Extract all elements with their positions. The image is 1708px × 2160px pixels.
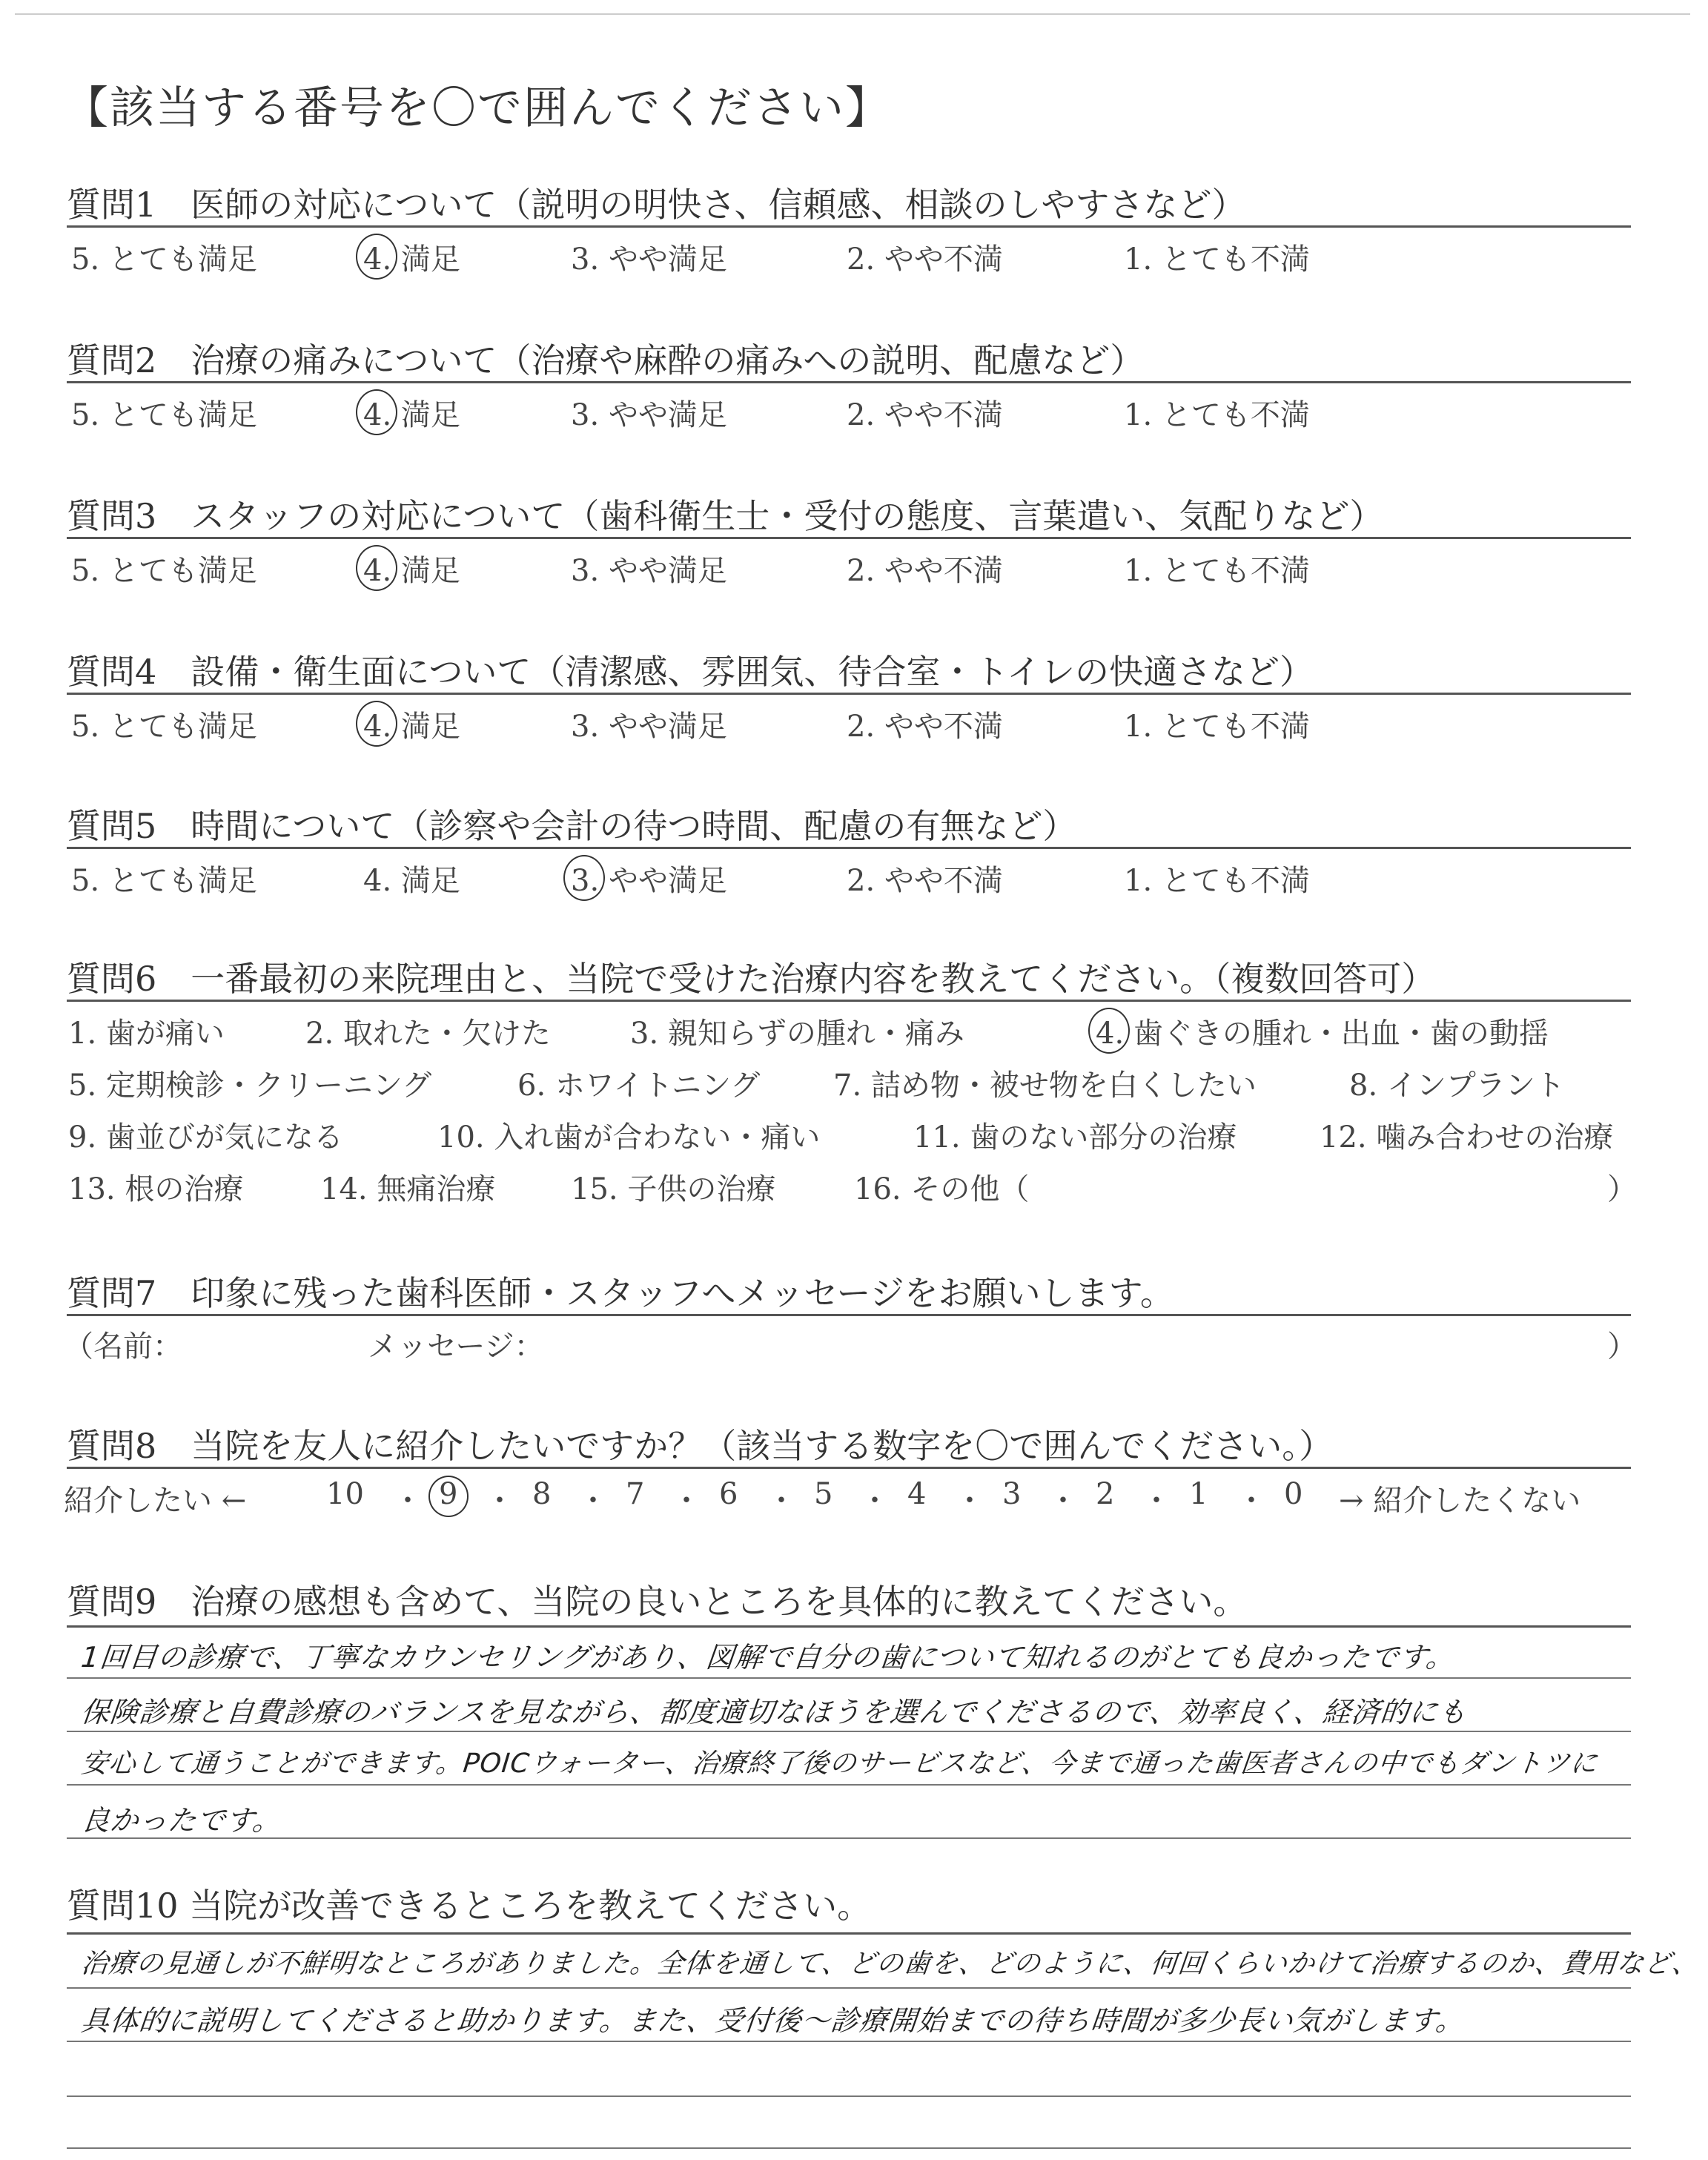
- question-3-title: 質問3 スタッフの対応について（歯科衛生士・受付の態度、言葉遣い、気配りなど）: [67, 496, 1384, 536]
- scale-4[interactable]: 4: [907, 1477, 927, 1511]
- answer-rule: [67, 2147, 1631, 2149]
- question-8-rule: [67, 1467, 1631, 1469]
- scale-dot: ・: [578, 1484, 608, 1518]
- question-7-rule: [67, 1314, 1631, 1316]
- option-1[interactable]: 1. とても不満: [1124, 242, 1310, 277]
- option-4[interactable]: 4. 満足: [363, 710, 460, 744]
- question-4-title: 質問4 設備・衛生面について（清潔感、雰囲気、待合室・トイレの快適さなど）: [67, 652, 1314, 692]
- scale-dot: ・: [1048, 1484, 1078, 1518]
- reason-item-9[interactable]: 9. 歯並びが気になる: [68, 1120, 343, 1155]
- option-3[interactable]: 3. やや満足: [571, 710, 727, 744]
- handwritten-answer-line: 安心して通うことができます。POICウォーター、治療終了後のサービスなど、今まで通った歯医者さんの中でもダントツに: [79, 1748, 1600, 1779]
- option-3[interactable]: 3. やや満足: [571, 864, 727, 898]
- scale-1[interactable]: 1: [1189, 1477, 1208, 1511]
- selected-circle-mark: [563, 855, 605, 901]
- question-2-title: 質問2 治療の痛みについて（治療や麻酔の痛みへの説明、配慮など）: [67, 340, 1145, 380]
- scale-7[interactable]: 7: [626, 1477, 645, 1511]
- question-10-title: 質問10 当院が改善できるところを教えてください。: [67, 1886, 872, 1926]
- option-2[interactable]: 2. やや不満: [847, 554, 1003, 588]
- option-2[interactable]: 2. やや不満: [847, 710, 1003, 744]
- selected-circle-mark: [1088, 1008, 1130, 1054]
- name-label: （名前：: [64, 1330, 182, 1364]
- scale-dot: ・: [860, 1484, 890, 1518]
- question-8-title: 質問8 当院を友人に紹介したいですか？（該当する数字を〇で囲んでください。）: [67, 1426, 1334, 1466]
- scale-6[interactable]: 6: [719, 1477, 738, 1511]
- scale-dot: ・: [767, 1484, 796, 1518]
- other-close-paren: ）: [1607, 1172, 1637, 1206]
- option-3[interactable]: 3. やや満足: [571, 398, 727, 432]
- question-10-rule: [67, 1932, 1631, 1935]
- reason-item-5[interactable]: 5. 定期検診・クリーニング: [68, 1069, 432, 1103]
- message-close-paren: ）: [1607, 1330, 1637, 1364]
- scale-dot: ・: [393, 1484, 423, 1518]
- handwritten-answer-line: 良かったです。: [79, 1804, 283, 1837]
- scale-dot: ・: [955, 1484, 984, 1518]
- question-1-title: 質問1 医師の対応について（説明の明快さ、信頼感、相談のしやすさなど）: [67, 185, 1246, 225]
- option-4[interactable]: 4. 満足: [363, 864, 460, 898]
- reason-item-3[interactable]: 3. 親知らずの腫れ・痛み: [630, 1017, 964, 1051]
- option-2[interactable]: 2. やや不満: [847, 242, 1003, 277]
- option-4[interactable]: 4. 満足: [363, 398, 460, 432]
- option-5[interactable]: 5. とても満足: [71, 554, 257, 588]
- scale-dot: ・: [485, 1484, 514, 1518]
- scale-0[interactable]: 0: [1284, 1477, 1303, 1511]
- scale-dot: ・: [1237, 1484, 1266, 1518]
- option-1[interactable]: 1. とても不満: [1124, 864, 1310, 898]
- handwritten-answer-line: 保険診療と自費診療のバランスを見ながら、都度適切なほうを選んでくださるので、効率良く、経済的にも: [79, 1696, 1469, 1728]
- selected-circle-mark: [356, 389, 397, 435]
- reason-item-12[interactable]: 12. 噛み合わせの治療: [1320, 1120, 1614, 1155]
- question-1-rule: [67, 225, 1631, 228]
- selected-circle-mark: [428, 1476, 469, 1517]
- reason-item-14[interactable]: 14. 無痛治療: [320, 1172, 496, 1206]
- option-5[interactable]: 5. とても満足: [71, 864, 257, 898]
- question-6-rule: [67, 1000, 1631, 1002]
- scale-8[interactable]: 8: [532, 1477, 552, 1511]
- question-2-rule: [67, 381, 1631, 383]
- question-7-title: 質問7 印象に残った歯科医師・スタッフへメッセージをお願いします。: [67, 1273, 1174, 1313]
- option-1[interactable]: 1. とても不満: [1124, 398, 1310, 432]
- answer-rule: [67, 1837, 1631, 1839]
- page-top-edge: [15, 13, 1690, 15]
- page-title: 【該当する番号を〇で囲んでください】: [64, 82, 891, 134]
- answer-rule: [67, 1784, 1631, 1786]
- option-5[interactable]: 5. とても満足: [71, 242, 257, 277]
- message-label: メッセージ：: [368, 1330, 544, 1364]
- selected-circle-mark: [356, 701, 397, 747]
- scale-10[interactable]: 10: [326, 1477, 364, 1511]
- question-6-title: 質問6 一番最初の来院理由と、当院で受けた治療内容を教えてください。（複数回答可）: [67, 959, 1436, 999]
- question-5-title: 質問5 時間について（診察や会計の待つ時間、配慮の有無など）: [67, 806, 1077, 846]
- scale-left-label: 紹介したい ←: [64, 1484, 247, 1518]
- question-9-rule: [67, 1625, 1631, 1628]
- scale-right-label: → 紹介したくない: [1339, 1484, 1581, 1518]
- handwritten-answer-line: 具体的に説明してくださると助かります。また、受付後〜診療開始までの待ち時間が多少長い気がします。: [79, 2004, 1466, 2037]
- scale-dot: ・: [1142, 1484, 1171, 1518]
- option-1[interactable]: 1. とても不満: [1124, 710, 1310, 744]
- answer-rule: [67, 1677, 1631, 1679]
- option-2[interactable]: 2. やや不満: [847, 864, 1003, 898]
- question-4-rule: [67, 693, 1631, 695]
- answer-rule: [67, 1731, 1631, 1732]
- reason-item-15[interactable]: 15. 子供の治療: [571, 1172, 776, 1206]
- option-2[interactable]: 2. やや不満: [847, 398, 1003, 432]
- reason-item-1[interactable]: 1. 歯が痛い: [68, 1017, 225, 1051]
- selected-circle-mark: [356, 545, 397, 591]
- scale-9[interactable]: 9: [439, 1477, 458, 1511]
- option-1[interactable]: 1. とても不満: [1124, 554, 1310, 588]
- reason-item-10[interactable]: 10. 入れ歯が合わない・痛い: [437, 1120, 821, 1155]
- option-5[interactable]: 5. とても満足: [71, 398, 257, 432]
- answer-rule: [67, 2041, 1631, 2042]
- reason-item-8[interactable]: 8. インプラント: [1349, 1069, 1565, 1103]
- scale-2[interactable]: 2: [1096, 1477, 1115, 1511]
- scale-5[interactable]: 5: [814, 1477, 833, 1511]
- answer-rule: [67, 1987, 1631, 1989]
- reason-item-6[interactable]: 6. ホワイトニング: [517, 1069, 761, 1103]
- option-3[interactable]: 3. やや満足: [571, 242, 727, 277]
- reason-item-11[interactable]: 11. 歯のない部分の治療: [913, 1120, 1237, 1155]
- reason-item-13[interactable]: 13. 根の治療: [68, 1172, 244, 1206]
- option-4[interactable]: 4. 満足: [363, 242, 460, 277]
- option-5[interactable]: 5. とても満足: [71, 710, 257, 744]
- reason-item-2[interactable]: 2. 取れた・欠けた: [305, 1017, 551, 1051]
- scale-dot: ・: [672, 1484, 701, 1518]
- answer-rule: [67, 2095, 1631, 2097]
- reason-item-4[interactable]: 4. 歯ぐきの腫れ・出血・歯の動揺: [1096, 1017, 1549, 1051]
- reason-item-16[interactable]: 16. その他（: [854, 1172, 1030, 1206]
- reason-item-7[interactable]: 7. 詰め物・被せ物を白くしたい: [833, 1069, 1257, 1103]
- handwritten-answer-line: 1回目の診療で、丁寧なカウンセリングがあり、図解で自分の歯について知れるのがとても良かったです。: [79, 1641, 1457, 1674]
- question-3-rule: [67, 537, 1631, 539]
- option-3[interactable]: 3. やや満足: [571, 554, 727, 588]
- question-9-title: 質問9 治療の感想も含めて、当院の良いところを具体的に教えてください。: [67, 1582, 1248, 1622]
- option-4[interactable]: 4. 満足: [363, 554, 460, 588]
- handwritten-answer-line: 治療の見通しが不鮮明なところがありました。全体を通して、どの歯を、どのように、何回くらいかけて治療するのか、費用など、: [79, 1949, 1701, 1979]
- scale-3[interactable]: 3: [1002, 1477, 1022, 1511]
- selected-circle-mark: [356, 234, 397, 280]
- question-5-rule: [67, 847, 1631, 849]
